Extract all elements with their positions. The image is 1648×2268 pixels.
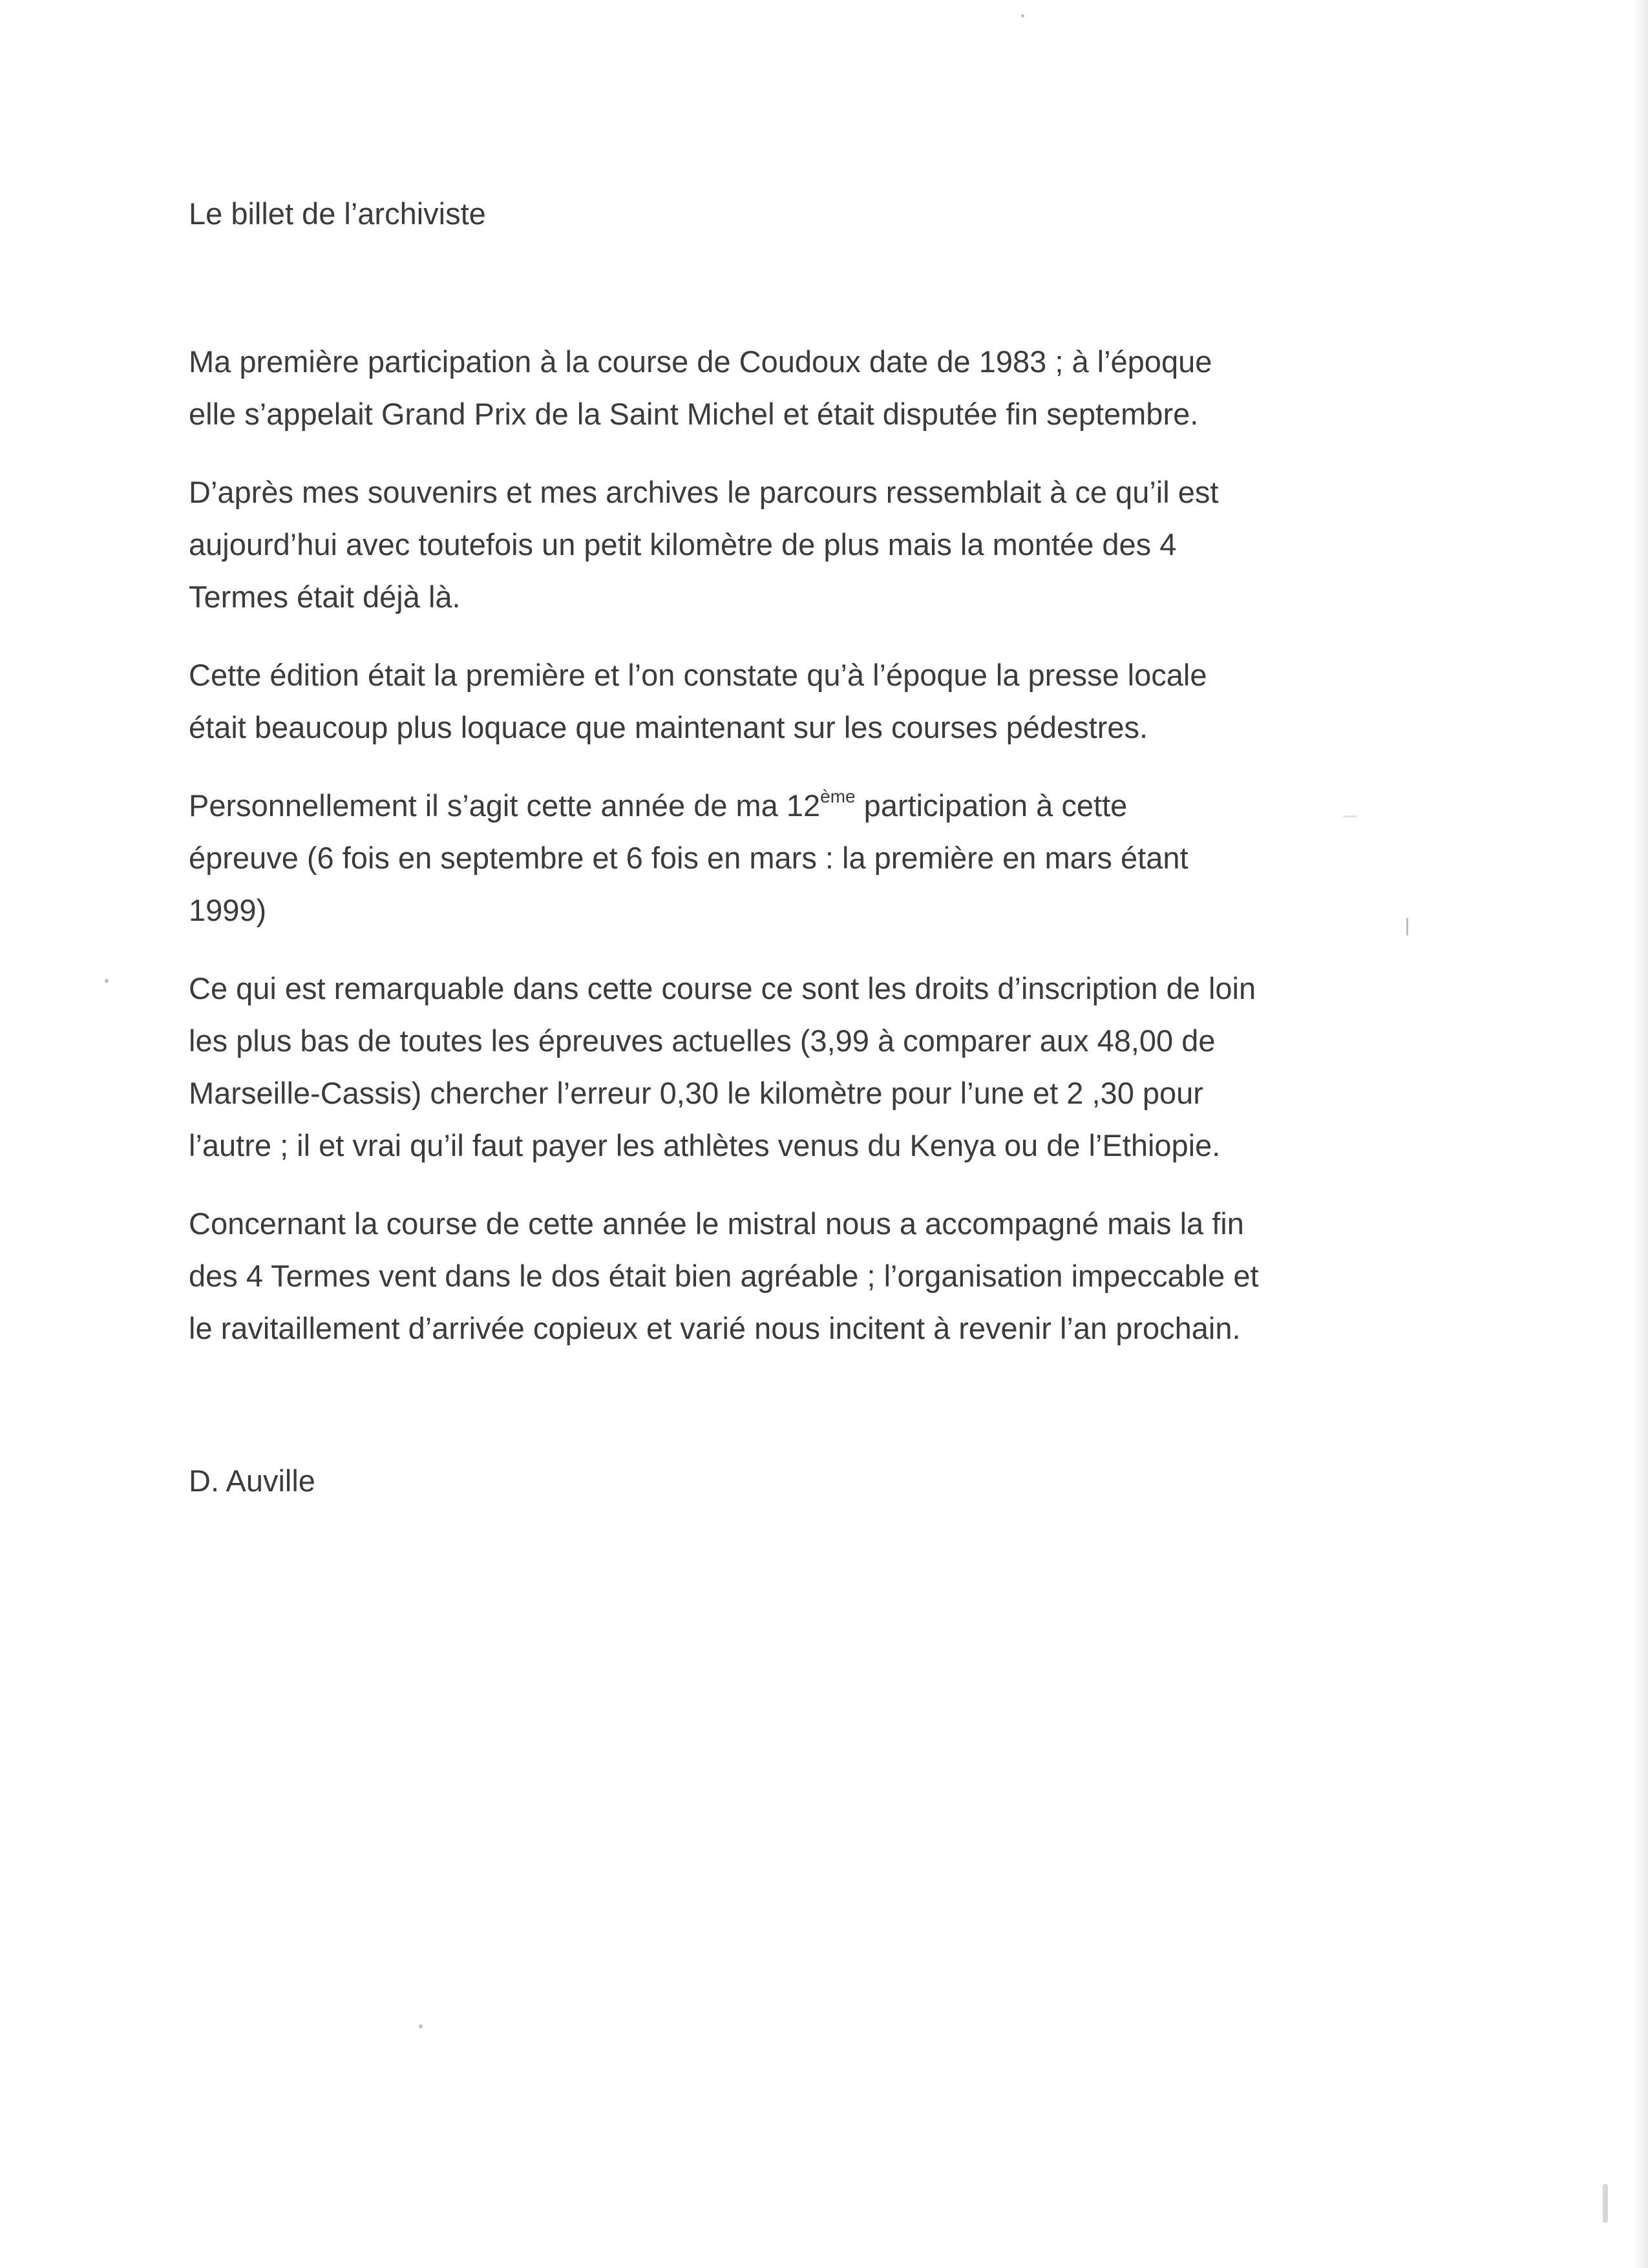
paragraph-4 bbox=[189, 779, 1455, 936]
scan-speck bbox=[419, 2024, 423, 2028]
paragraph-line: Ce qui est remarquable dans cette course ce sont les droits d’inscription de loin bbox=[189, 971, 1256, 1005]
letter-body bbox=[189, 187, 1455, 1507]
scan-speck bbox=[1603, 2184, 1608, 2223]
scan-speck bbox=[1343, 815, 1357, 817]
paragraph-line: épreuve (6 fois en septembre et 6 fois en mars : la première en mars étant bbox=[189, 841, 1188, 875]
paragraph-line: 1999) bbox=[189, 893, 267, 927]
paragraph-2 bbox=[189, 466, 1455, 623]
paragraph-line: Ma première participation à la course de Coudoux date de 1983 ; à l’époque bbox=[189, 344, 1212, 379]
scan-speck bbox=[1406, 918, 1408, 936]
scan-speck bbox=[1021, 14, 1024, 17]
paragraph-5 bbox=[189, 962, 1455, 1171]
paragraph-line: était beaucoup plus loquace que maintenant sur les courses pédestres. bbox=[189, 710, 1148, 744]
paragraph-line: Termes était déjà là. bbox=[189, 580, 461, 614]
paragraph-line: elle s’appelait Grand Prix de la Saint Michel et était disputée fin septembre. bbox=[189, 397, 1199, 431]
scan-speck bbox=[105, 979, 109, 983]
superscript-ordinal: ème bbox=[820, 786, 856, 807]
paragraph-line: l’autre ; il et vrai qu’il faut payer les athlètes venus du Kenya ou de l’Ethiopie. bbox=[189, 1128, 1221, 1162]
letter-heading: Le billet de l’archiviste bbox=[189, 196, 486, 231]
paragraph-line: des 4 Termes vent dans le dos était bien agréable ; l’organisation impeccable et bbox=[189, 1259, 1259, 1293]
scan-edge-shadow bbox=[1634, 0, 1648, 2268]
line-text: Personnellement il s’agit cette année de ma 12 bbox=[189, 788, 821, 823]
paragraph-line bbox=[189, 779, 1455, 832]
paragraph-3 bbox=[189, 649, 1455, 753]
signature: D. Auville bbox=[189, 1464, 315, 1498]
paragraph-line: aujourd’hui avec toutefois un petit kilomètre de plus mais la montée des 4 bbox=[189, 527, 1177, 562]
paragraph-line: Marseille-Cassis) chercher l’erreur 0,30 le kilomètre pour l’une et 2 ,30 pour bbox=[189, 1076, 1203, 1110]
paragraph-1 bbox=[189, 335, 1455, 440]
paragraph-line: le ravitaillement d’arrivée copieux et varié nous incitent à revenir l’an prochain. bbox=[189, 1311, 1241, 1345]
paragraph-line: Cette édition était la première et l’on constate qu’à l’époque la presse locale bbox=[189, 658, 1207, 692]
paragraph-6 bbox=[189, 1197, 1455, 1354]
paragraph-line: les plus bas de toutes les épreuves actuelles (3,99 à comparer aux 48,00 de bbox=[189, 1024, 1216, 1058]
line-text: participation à cette bbox=[855, 788, 1128, 823]
paragraph-line: Concernant la course de cette année le mistral nous a accompagné mais la fin bbox=[189, 1206, 1244, 1241]
paragraph-line: D’après mes souvenirs et mes archives le parcours ressemblait à ce qu’il est bbox=[189, 475, 1219, 509]
